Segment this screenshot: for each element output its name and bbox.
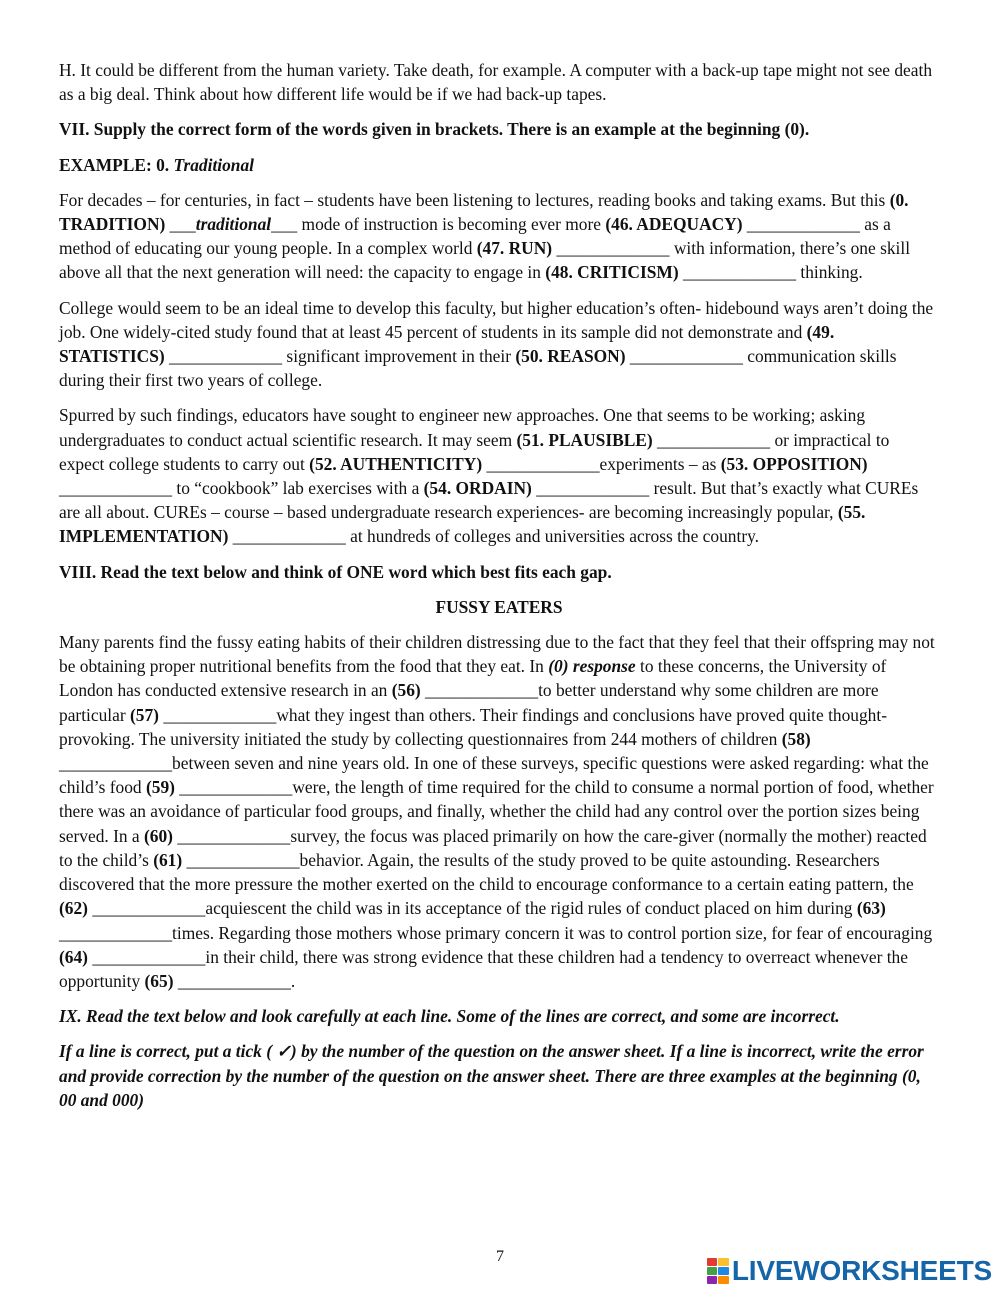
gap-56[interactable]: _____________to better understand why some children are more particular [59,680,879,725]
section-7-paragraph-1: For decades – for centuries, in fact – students have been listening to lectures, reading books and taking exams. But this (0. TRADITION) ___traditional___ mode of instruction is becoming ever more (46. ADEQUACY) _____________ as a method of educating our young people. In a complex world (47. RUN) _____________ with information, there’s one skill above all that the next generation will need: the capacity to engage in (48. CRITICISM) _____________ thinking. [59,189,911,283]
word-0-tradition: (0. TRADITION) [59,189,909,235]
blank-55[interactable]: _____________ at hundreds of colleges and universities across the country. [228,526,760,547]
logo-grid-icon [707,1258,729,1284]
gap-65[interactable]: _____________. [173,970,296,991]
page-number: 7 [496,1248,504,1265]
gap-60-label: (60) [143,825,173,846]
word-55-implementation: (55. IMPLEMENTATION) [59,502,866,547]
gap-61-label: (61) [153,849,183,870]
gap-63-label: (63) [856,898,886,919]
section-7-paragraph-3: Spurred by such findings, educators have sought to engineer new approaches. One that seems to be working; asking undergraduates to conduct actual scientific research. It may seem (51. PLAUSIBLE) _____________ or impractical to expect college students to carry out (52. AUTHENTICITY) _____________experiments – as (53. OPPOSITION) _____________ to “cookbook” lab exercises with a (54. ORDAIN) _____________ result. But that’s exactly what CUREs are all about. CUREs – course – based undergraduate research experiences- are becoming increasingly popular, (55. IMPLEMENTATION) _____________ at hundreds of colleges and universities across the country. [59,405,919,547]
gap-60[interactable]: _____________survey, the focus was placed primarily on how the care-giver (normally the mother) reacted to the child’s [59,825,927,870]
gap-57-label: (57) [129,704,159,725]
example-value: Traditional [173,154,255,175]
word-49-statistics: (49. STATISTICS) [59,321,835,367]
word-47-run: (47. RUN) [476,238,553,259]
gap-58[interactable]: _____________between seven and nine years old. In one of these surveys, specific questions were asked regarding: what the child’s food [59,753,929,798]
blank-51[interactable]: _____________ or impractical to expect college students to carry out [59,429,890,474]
blank-50[interactable]: _____________ communication skills during their first two years of college. [59,346,897,391]
gap-59-label: (59) [145,777,175,798]
word-54-ordain: (54. ORDAIN) [423,478,532,499]
word-46-adequacy: (46. ADEQUACY) [605,214,743,235]
blank-47[interactable]: _____________ with information, there’s one skill above all that the next generation will need: the capacity to engage in [59,238,911,283]
gap-64[interactable]: _____________in their child, there was strong evidence that these children had a tendency to overreact whenever the opportunity [59,946,908,991]
blank-48[interactable]: _____________ thinking. [678,262,863,283]
word-52-authenticity: (52. AUTHENTICITY) [309,453,483,474]
word-48-criticism: (48. CRITICISM) [545,262,679,283]
word-53-opposition: (53. OPPOSITION) [720,453,868,474]
word-51-plausible: (51. PLAUSIBLE) [516,429,653,450]
gap-65-label: (65) [144,970,174,991]
blank-46[interactable]: _____________ as a method of educating our young people. In a complex world [59,214,891,259]
blank-49[interactable]: _____________ significant improvement in their [164,346,516,367]
gap-56-label: (56) [391,680,421,701]
worksheet-page [59,58,939,1123]
gap-58-label: (58) [781,728,811,749]
gap-62-label: (62) [59,898,88,919]
example-label: EXAMPLE: 0. [59,154,174,175]
section-7-paragraph-2: College would seem to be an ideal time to develop this faculty, but higher education’s often- hidebound ways aren’t doing the job. One widely-cited study found that at least 45 percent of students in its sample did not demonstrate and (49. STATISTICS) _____________ significant improvement in their (50. REASON) _____________ communication skills during their first two years of college. [59,297,934,391]
gap-63[interactable]: _____________times. Regarding those mothers whose primary concern it was to control portion size, for fear of encouraging [59,922,933,943]
example-response: (0) response [548,656,636,677]
blank-54[interactable]: _____________ result. But that’s exactly what CUREs are all about. CUREs – course – based undergraduate research experiences- are becoming increasingly popular, [59,478,919,523]
blank-53[interactable]: _____________ to “cookbook” lab exercises with a [59,478,424,499]
section-7-heading: VII. Supply the correct form of the words given in brackets. There is an example at the beginning (0). [59,119,810,140]
fussy-eaters-title: FUSSY EATERS [435,596,563,617]
liveworksheets-logo[interactable] [707,1256,992,1286]
section-8-text: Many parents find the fussy eating habits of their children distressing due to the fact that they feel that their offspring may not be obtaining proper nutritional benefits from the food that they eat. In (0) response to these concerns, the University of London has conducted extensive research in an (56) _____________to better understand why some children are more particular (57) _____________what they ingest than others. Their findings and conclusions have proved quite thought-provoking. The university initiated the study by collecting questionnaires from 244 mothers of children (58) _____________between seven and nine years old. In one of these surveys, specific questions were asked regarding: what the child’s food (59) _____________were, the length of time required for the child to consume a normal portion of food, whether there was an avoidance of particular food groups, and finally, whether the child had any control over the portion sizes being served. In a (60) _____________survey, the focus was placed primarily on how the care-giver (normally the mother) reacted to the child’s (61) _____________behavior. Again, the results of the study proved to be quite astounding. Researchers discovered that the more pressure the mother exerted on the child to encourage conformance to a certain eating pattern, the (62) _____________acquiescent the child was in its acceptance of the rigid rules of conduct placed on him during (63) _____________times. Regarding those mothers whose primary concern it was to control portion size, for fear of encouraging (64) _____________in their child, there was strong evidence that these children had a tendency to overreact whenever the opportunity (65) _____________. [59,632,935,991]
gap-61[interactable]: _____________behavior. Again, the results of the study proved to be quite astounding. Researchers discovered that the more pressure the mother exerted on the child to encourage conformance to a certain eating pattern, the [59,849,914,895]
section-9-instruction: If a line is correct, put a tick ( ✓) by the number of the question on the answer sheet. If a line is incorrect, write the error and provide correction by the number of the question on the answer sheet. There are three examples at the beginning (0, 00 and 000) [59,1041,924,1110]
gap-59[interactable]: _____________were, the length of time required for the child to consume a normal portion of food, whether there was an avoidance of particular food groups, and finally, whether the child had any control over the portion sizes being served. In a [59,777,934,846]
section-8-heading: VIII. Read the text below and think of ONE word which best fits each gap. [59,561,612,582]
section-9-heading: IX. Read the text below and look carefully at each line. Some of the lines are correct, and some are incorrect. [59,1006,840,1027]
answer-0: traditional [195,214,272,235]
paragraph-h: H. It could be different from the human variety. Take death, for example. A computer with a back-up tape might not see death as a big deal. Think about how different life would be if we had back-up tapes. [59,60,933,105]
gap-57[interactable]: _____________what they ingest than others. Their findings and conclusions have proved quite thought-provoking. The university initiated the study by collecting questionnaires from 244 mothers of children [59,704,887,749]
word-50-reason: (50. REASON) [515,346,626,367]
logo-text: LIVEWORKSHEETS [731,1255,992,1286]
section-7-example [59,153,939,177]
gap-64-label: (64) [59,946,88,967]
blank-52[interactable]: _____________experiments – as [482,453,721,474]
gap-62[interactable]: _____________acquiescent the child was in its acceptance of the rigid rules of conduct placed on him during [87,898,857,919]
